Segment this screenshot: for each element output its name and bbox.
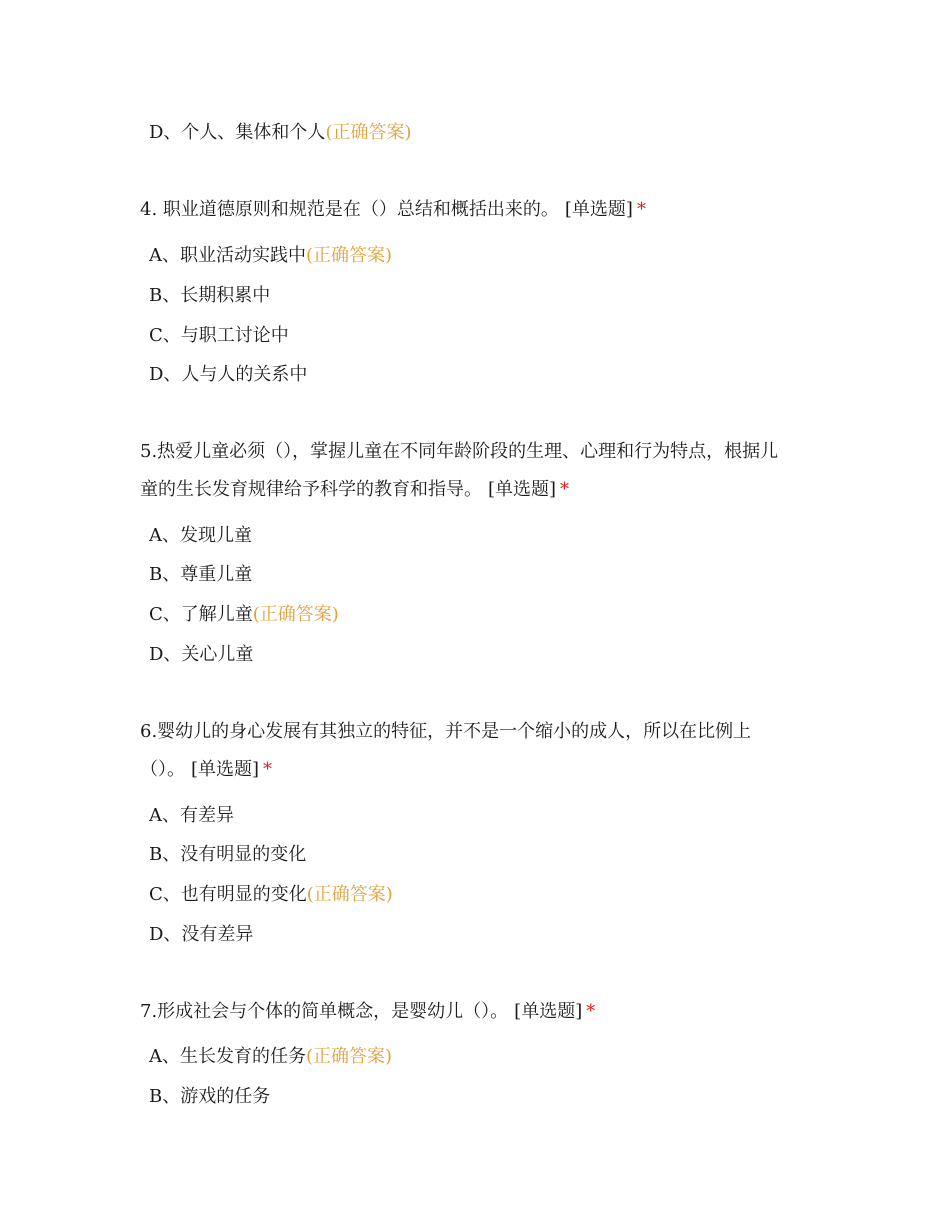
- correct-answer-tag: (正确答案): [306, 245, 393, 266]
- question-7-stem: [140, 1000, 595, 1024]
- option-label: A、生长发育的任务: [149, 1046, 306, 1067]
- question-6-option-d[interactable]: [149, 923, 253, 947]
- correct-answer-tag: (正确答案): [306, 1046, 393, 1067]
- question-type: [单选题]: [514, 1001, 583, 1022]
- question-7-option-b[interactable]: [149, 1085, 270, 1109]
- option-label: B、长期积累中: [149, 285, 271, 306]
- option-label: A、发现儿童: [149, 525, 252, 546]
- option-label: A、有差异: [149, 805, 234, 826]
- question-stem-text: 7.形成社会与个体的简单概念，是婴幼儿（）。: [140, 1001, 509, 1022]
- question-5-stem-line-2: [140, 478, 569, 502]
- required-marker: *: [586, 1001, 596, 1022]
- required-marker: *: [560, 479, 570, 500]
- option-label: D、人与人的关系中: [149, 364, 308, 385]
- question-7-option-a[interactable]: [149, 1045, 392, 1069]
- option-label: D、个人、集体和个人: [149, 122, 326, 143]
- question-6-stem-line-1: [140, 720, 751, 744]
- option-label: A、职业活动实践中: [149, 245, 306, 266]
- question-5-option-d[interactable]: [149, 643, 253, 667]
- required-marker: *: [636, 199, 646, 220]
- question-stem-text: 童的生长发育规律给予科学的教育和指导。: [140, 479, 482, 500]
- option-label: B、游戏的任务: [149, 1086, 271, 1107]
- option-label: B、尊重儿童: [149, 564, 253, 585]
- option-label: B、没有明显的变化: [149, 844, 307, 865]
- question-6-option-a[interactable]: [149, 804, 234, 828]
- question-stem-text: 4. 职业道德原则和规范是在（）总结和概括出来的。: [140, 199, 559, 220]
- option-label: D、没有差异: [149, 924, 254, 945]
- question-type: [单选题]: [488, 479, 557, 500]
- correct-answer-tag: (正确答案): [306, 884, 393, 905]
- question-5-option-b[interactable]: [149, 563, 252, 587]
- question-type: [单选题]: [191, 759, 260, 780]
- option-label: C、也有明显的变化: [149, 884, 307, 905]
- question-stem-text: 5.热爱儿童必须（），掌握儿童在不同年龄阶段的生理、心理和行为特点，根据儿: [140, 441, 779, 462]
- question-4-option-c[interactable]: [149, 324, 289, 348]
- required-marker: *: [263, 759, 273, 780]
- question-stem-text: （）。: [140, 759, 185, 780]
- question-4-option-b[interactable]: [149, 284, 270, 308]
- option-carryover-d: [149, 121, 411, 145]
- question-5-option-c[interactable]: [149, 603, 339, 627]
- question-5-option-a[interactable]: [149, 524, 252, 548]
- option-label: D、关心儿童: [149, 644, 254, 665]
- question-5-stem-line-1: [140, 440, 778, 464]
- question-6-option-b[interactable]: [149, 843, 306, 867]
- option-label: C、了解儿童: [149, 604, 253, 625]
- question-6-stem-line-2: [140, 758, 272, 782]
- question-4-stem: [140, 198, 646, 222]
- question-6-option-c[interactable]: [149, 883, 393, 907]
- option-label: C、与职工讨论中: [149, 325, 289, 346]
- correct-answer-tag: (正确答案): [252, 604, 339, 625]
- question-stem-text: 6.婴幼儿的身心发展有其独立的特征，并不是一个缩小的成人，所以在比例上: [140, 721, 752, 742]
- correct-answer-tag: (正确答案): [325, 122, 412, 143]
- question-type: [单选题]: [564, 199, 633, 220]
- question-4-option-a[interactable]: [149, 244, 392, 268]
- question-4-option-d[interactable]: [149, 363, 307, 387]
